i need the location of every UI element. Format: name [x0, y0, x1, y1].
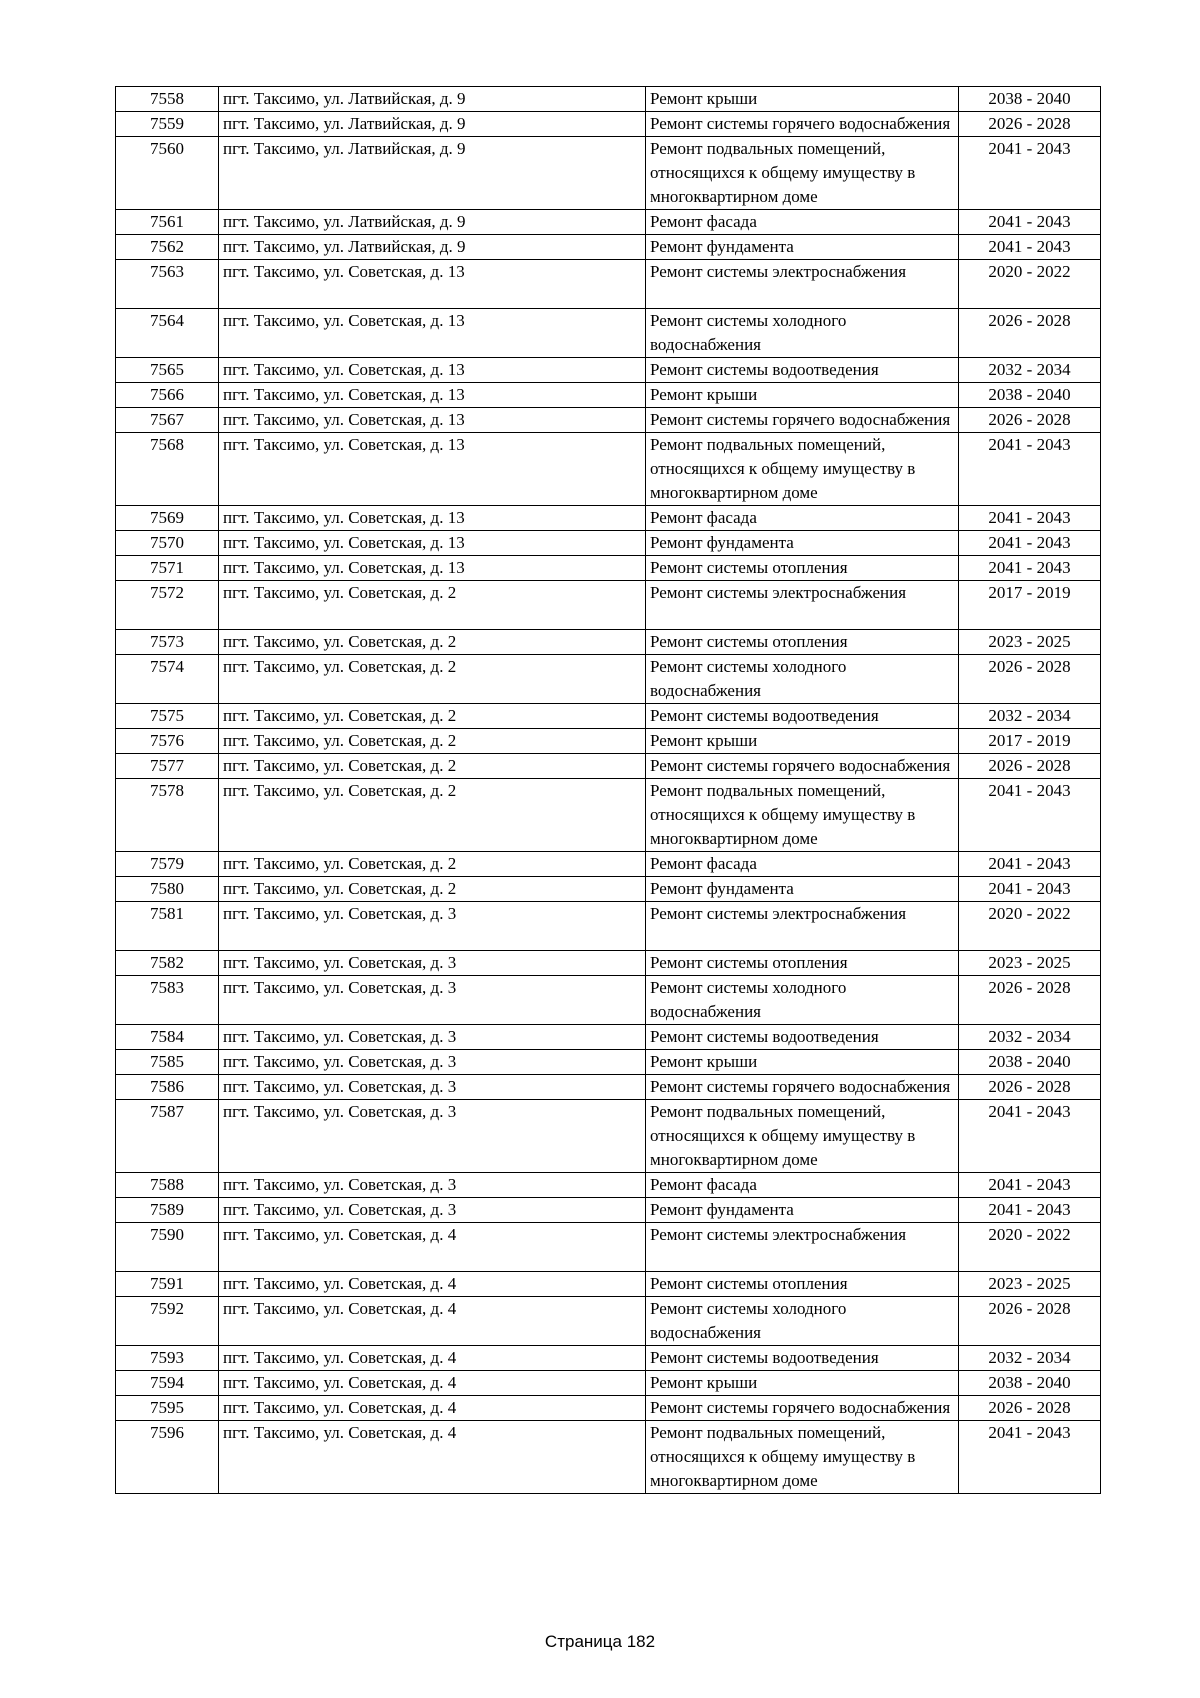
address-cell: пгт. Таксимо, ул. Латвийская, д. 9: [219, 112, 646, 137]
table-row: [116, 383, 1101, 408]
period-cell: 2041 - 2043: [959, 433, 1101, 506]
period-cell: 2017 - 2019: [959, 729, 1101, 754]
period-cell: 2020 - 2022: [959, 260, 1101, 309]
address-cell: пгт. Таксимо, ул. Советская, д. 13: [219, 531, 646, 556]
row-number: 7587: [116, 1100, 219, 1173]
period-cell: 2041 - 2043: [959, 235, 1101, 260]
table-row: [116, 1050, 1101, 1075]
table-row: [116, 779, 1101, 852]
work-type-cell: Ремонт системы горячего водоснабжения: [646, 754, 959, 779]
address-cell: пгт. Таксимо, ул. Латвийская, д. 9: [219, 235, 646, 260]
period-cell: 2026 - 2028: [959, 112, 1101, 137]
table-row: [116, 1297, 1101, 1346]
address-cell: пгт. Таксимо, ул. Советская, д. 3: [219, 1025, 646, 1050]
period-cell: 2041 - 2043: [959, 210, 1101, 235]
table-row: [116, 531, 1101, 556]
work-type-cell: Ремонт системы горячего водоснабжения: [646, 112, 959, 137]
table-row: [116, 1421, 1101, 1494]
table-row: [116, 433, 1101, 506]
address-cell: пгт. Таксимо, ул. Советская, д. 3: [219, 902, 646, 951]
table-row: [116, 754, 1101, 779]
address-cell: пгт. Таксимо, ул. Советская, д. 3: [219, 1173, 646, 1198]
row-number: 7570: [116, 531, 219, 556]
period-cell: 2017 - 2019: [959, 581, 1101, 630]
row-number: 7565: [116, 358, 219, 383]
work-type-cell: Ремонт крыши: [646, 87, 959, 112]
address-cell: пгт. Таксимо, ул. Советская, д. 3: [219, 976, 646, 1025]
work-type-cell: Ремонт фундамента: [646, 1198, 959, 1223]
table-row: [116, 1346, 1101, 1371]
period-cell: 2041 - 2043: [959, 506, 1101, 531]
period-cell: 2026 - 2028: [959, 1297, 1101, 1346]
table-row: [116, 729, 1101, 754]
period-cell: 2041 - 2043: [959, 531, 1101, 556]
row-number: 7574: [116, 655, 219, 704]
address-cell: пгт. Таксимо, ул. Советская, д. 13: [219, 358, 646, 383]
address-cell: пгт. Таксимо, ул. Советская, д. 3: [219, 951, 646, 976]
period-cell: 2020 - 2022: [959, 902, 1101, 951]
work-type-cell: Ремонт системы горячего водоснабжения: [646, 1075, 959, 1100]
row-number: 7581: [116, 902, 219, 951]
work-type-cell: Ремонт системы электроснабжения: [646, 1223, 959, 1272]
period-cell: 2032 - 2034: [959, 358, 1101, 383]
period-cell: 2026 - 2028: [959, 655, 1101, 704]
address-cell: пгт. Таксимо, ул. Латвийская, д. 9: [219, 87, 646, 112]
work-type-cell: Ремонт системы отопления: [646, 951, 959, 976]
address-cell: пгт. Таксимо, ул. Советская, д. 3: [219, 1100, 646, 1173]
work-type-cell: Ремонт системы холодного водоснабжения: [646, 1297, 959, 1346]
address-cell: пгт. Таксимо, ул. Советская, д. 4: [219, 1346, 646, 1371]
address-cell: пгт. Таксимо, ул. Советская, д. 2: [219, 581, 646, 630]
work-type-cell: Ремонт системы электроснабжения: [646, 260, 959, 309]
period-cell: 2023 - 2025: [959, 951, 1101, 976]
period-cell: 2023 - 2025: [959, 1272, 1101, 1297]
row-number: 7595: [116, 1396, 219, 1421]
address-cell: пгт. Таксимо, ул. Советская, д. 2: [219, 852, 646, 877]
address-cell: пгт. Таксимо, ул. Советская, д. 13: [219, 433, 646, 506]
work-type-cell: Ремонт крыши: [646, 729, 959, 754]
address-cell: пгт. Таксимо, ул. Советская, д. 4: [219, 1272, 646, 1297]
row-number: 7584: [116, 1025, 219, 1050]
row-number: 7578: [116, 779, 219, 852]
work-type-cell: Ремонт фасада: [646, 506, 959, 531]
page-number: Страница 182: [544, 1632, 656, 1651]
address-cell: пгт. Таксимо, ул. Советская, д. 4: [219, 1297, 646, 1346]
table-row: [116, 235, 1101, 260]
row-number: 7573: [116, 630, 219, 655]
address-cell: пгт. Таксимо, ул. Советская, д. 13: [219, 260, 646, 309]
work-type-cell: Ремонт фундамента: [646, 531, 959, 556]
row-number: 7576: [116, 729, 219, 754]
row-number: 7596: [116, 1421, 219, 1494]
work-type-cell: Ремонт системы горячего водоснабжения: [646, 408, 959, 433]
address-cell: пгт. Таксимо, ул. Советская, д. 3: [219, 1198, 646, 1223]
work-type-cell: Ремонт крыши: [646, 1050, 959, 1075]
period-cell: 2038 - 2040: [959, 87, 1101, 112]
table-row: [116, 112, 1101, 137]
row-number: 7577: [116, 754, 219, 779]
work-type-cell: Ремонт системы холодного водоснабжения: [646, 309, 959, 358]
period-cell: 2032 - 2034: [959, 704, 1101, 729]
row-number: 7579: [116, 852, 219, 877]
table-body: [116, 87, 1101, 1494]
period-cell: 2041 - 2043: [959, 556, 1101, 581]
work-type-cell: Ремонт подвальных помещений, относящихся к общему имуществу в многоквартирном доме: [646, 433, 959, 506]
row-number: 7589: [116, 1198, 219, 1223]
repair-schedule-table: [115, 86, 1101, 1494]
period-cell: 2038 - 2040: [959, 1050, 1101, 1075]
row-number: 7567: [116, 408, 219, 433]
address-cell: пгт. Таксимо, ул. Советская, д. 2: [219, 729, 646, 754]
period-cell: 2041 - 2043: [959, 1100, 1101, 1173]
address-cell: пгт. Таксимо, ул. Латвийская, д. 9: [219, 137, 646, 210]
table-row: [116, 408, 1101, 433]
row-number: 7563: [116, 260, 219, 309]
row-number: 7564: [116, 309, 219, 358]
row-number: 7586: [116, 1075, 219, 1100]
period-cell: 2041 - 2043: [959, 852, 1101, 877]
table-row: [116, 877, 1101, 902]
table-row: [116, 506, 1101, 531]
table-row: [116, 1100, 1101, 1173]
row-number: 7569: [116, 506, 219, 531]
period-cell: 2026 - 2028: [959, 309, 1101, 358]
work-type-cell: Ремонт системы электроснабжения: [646, 902, 959, 951]
table-row: [116, 1198, 1101, 1223]
period-cell: 2026 - 2028: [959, 754, 1101, 779]
address-cell: пгт. Таксимо, ул. Советская, д. 13: [219, 408, 646, 433]
period-cell: 2026 - 2028: [959, 408, 1101, 433]
address-cell: пгт. Таксимо, ул. Советская, д. 2: [219, 655, 646, 704]
address-cell: пгт. Таксимо, ул. Советская, д. 4: [219, 1396, 646, 1421]
period-cell: 2020 - 2022: [959, 1223, 1101, 1272]
address-cell: пгт. Таксимо, ул. Советская, д. 4: [219, 1371, 646, 1396]
work-type-cell: Ремонт подвальных помещений, относящихся к общему имуществу в многоквартирном доме: [646, 779, 959, 852]
work-type-cell: Ремонт фундамента: [646, 235, 959, 260]
period-cell: 2041 - 2043: [959, 877, 1101, 902]
row-number: 7583: [116, 976, 219, 1025]
table-row: [116, 1223, 1101, 1272]
table-row: [116, 1396, 1101, 1421]
address-cell: пгт. Таксимо, ул. Советская, д. 3: [219, 1050, 646, 1075]
table-row: [116, 976, 1101, 1025]
table-row: [116, 852, 1101, 877]
row-number: 7592: [116, 1297, 219, 1346]
row-number: 7562: [116, 235, 219, 260]
row-number: 7559: [116, 112, 219, 137]
work-type-cell: Ремонт фасада: [646, 210, 959, 235]
table-row: [116, 210, 1101, 235]
work-type-cell: Ремонт системы водоотведения: [646, 1025, 959, 1050]
table-row: [116, 704, 1101, 729]
address-cell: пгт. Таксимо, ул. Советская, д. 2: [219, 754, 646, 779]
table-row: [116, 260, 1101, 309]
work-type-cell: Ремонт крыши: [646, 383, 959, 408]
period-cell: 2023 - 2025: [959, 630, 1101, 655]
table-row: [116, 951, 1101, 976]
work-type-cell: Ремонт подвальных помещений, относящихся к общему имуществу в многоквартирном доме: [646, 1100, 959, 1173]
row-number: 7591: [116, 1272, 219, 1297]
work-type-cell: Ремонт системы водоотведения: [646, 358, 959, 383]
row-number: 7585: [116, 1050, 219, 1075]
row-number: 7590: [116, 1223, 219, 1272]
row-number: 7588: [116, 1173, 219, 1198]
row-number: 7560: [116, 137, 219, 210]
work-type-cell: Ремонт подвальных помещений, относящихся к общему имуществу в многоквартирном доме: [646, 137, 959, 210]
address-cell: пгт. Таксимо, ул. Советская, д. 13: [219, 383, 646, 408]
period-cell: 2026 - 2028: [959, 1396, 1101, 1421]
work-type-cell: Ремонт системы водоотведения: [646, 1346, 959, 1371]
row-number: 7580: [116, 877, 219, 902]
work-type-cell: Ремонт системы отопления: [646, 556, 959, 581]
address-cell: пгт. Таксимо, ул. Советская, д. 4: [219, 1223, 646, 1272]
period-cell: 2041 - 2043: [959, 1198, 1101, 1223]
row-number: 7594: [116, 1371, 219, 1396]
row-number: 7575: [116, 704, 219, 729]
table-row: [116, 556, 1101, 581]
row-number: 7568: [116, 433, 219, 506]
work-type-cell: Ремонт системы холодного водоснабжения: [646, 655, 959, 704]
address-cell: пгт. Таксимо, ул. Советская, д. 13: [219, 506, 646, 531]
period-cell: 2041 - 2043: [959, 137, 1101, 210]
work-type-cell: Ремонт системы электроснабжения: [646, 581, 959, 630]
period-cell: 2032 - 2034: [959, 1025, 1101, 1050]
table-row: [116, 1371, 1101, 1396]
work-type-cell: Ремонт подвальных помещений, относящихся к общему имуществу в многоквартирном доме: [646, 1421, 959, 1494]
address-cell: пгт. Таксимо, ул. Советская, д. 13: [219, 309, 646, 358]
row-number: 7593: [116, 1346, 219, 1371]
period-cell: 2041 - 2043: [959, 779, 1101, 852]
row-number: 7572: [116, 581, 219, 630]
row-number: 7566: [116, 383, 219, 408]
period-cell: 2032 - 2034: [959, 1346, 1101, 1371]
address-cell: пгт. Таксимо, ул. Советская, д. 13: [219, 556, 646, 581]
table-row: [116, 137, 1101, 210]
work-type-cell: Ремонт крыши: [646, 1371, 959, 1396]
period-cell: 2038 - 2040: [959, 383, 1101, 408]
table-row: [116, 1272, 1101, 1297]
address-cell: пгт. Таксимо, ул. Латвийская, д. 9: [219, 210, 646, 235]
row-number: 7561: [116, 210, 219, 235]
work-type-cell: Ремонт системы горячего водоснабжения: [646, 1396, 959, 1421]
work-type-cell: Ремонт системы отопления: [646, 1272, 959, 1297]
period-cell: 2038 - 2040: [959, 1371, 1101, 1396]
address-cell: пгт. Таксимо, ул. Советская, д. 4: [219, 1421, 646, 1494]
address-cell: пгт. Таксимо, ул. Советская, д. 2: [219, 877, 646, 902]
row-number: 7558: [116, 87, 219, 112]
row-number: 7582: [116, 951, 219, 976]
period-cell: 2026 - 2028: [959, 1075, 1101, 1100]
period-cell: 2041 - 2043: [959, 1421, 1101, 1494]
table-row: [116, 1173, 1101, 1198]
address-cell: пгт. Таксимо, ул. Советская, д. 2: [219, 704, 646, 729]
table-row: [116, 1025, 1101, 1050]
work-type-cell: Ремонт фундамента: [646, 877, 959, 902]
work-type-cell: Ремонт системы водоотведения: [646, 704, 959, 729]
address-cell: пгт. Таксимо, ул. Советская, д. 3: [219, 1075, 646, 1100]
address-cell: пгт. Таксимо, ул. Советская, д. 2: [219, 630, 646, 655]
table-row: [116, 630, 1101, 655]
table-row: [116, 581, 1101, 630]
row-number: 7571: [116, 556, 219, 581]
work-type-cell: Ремонт фасада: [646, 852, 959, 877]
work-type-cell: Ремонт системы отопления: [646, 630, 959, 655]
period-cell: 2026 - 2028: [959, 976, 1101, 1025]
address-cell: пгт. Таксимо, ул. Советская, д. 2: [219, 779, 646, 852]
work-type-cell: Ремонт фасада: [646, 1173, 959, 1198]
period-cell: 2041 - 2043: [959, 1173, 1101, 1198]
work-type-cell: Ремонт системы холодного водоснабжения: [646, 976, 959, 1025]
table-row: [116, 358, 1101, 383]
table-row: [116, 655, 1101, 704]
table-row: [116, 87, 1101, 112]
table-row: [116, 1075, 1101, 1100]
table-row: [116, 309, 1101, 358]
table-row: [116, 902, 1101, 951]
